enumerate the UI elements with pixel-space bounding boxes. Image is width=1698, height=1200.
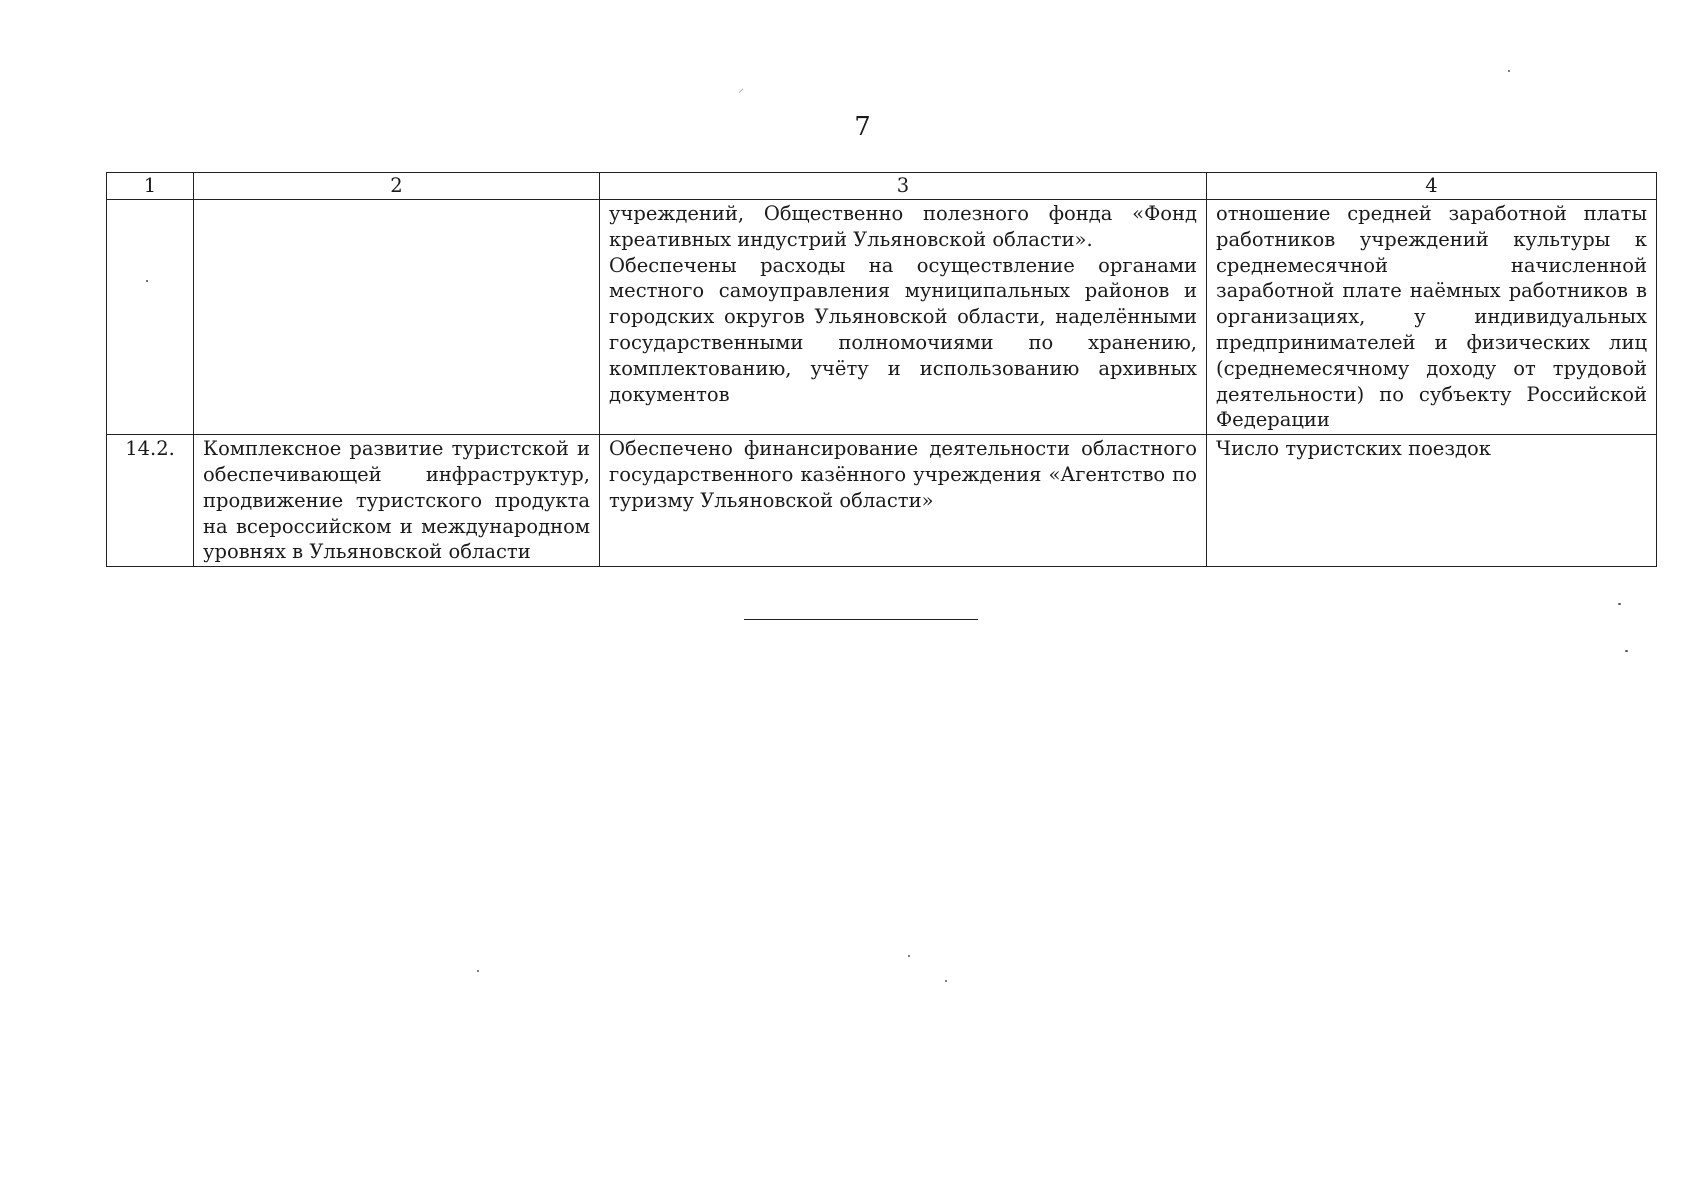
- result-paragraph: учреждений, Общественно полезного фонда «Фонд креативных индустрий Ульяновской области».: [609, 202, 1197, 251]
- column-header-2: 2: [194, 173, 600, 200]
- table-row: [107, 435, 1657, 567]
- scan-mark: ⸝: [738, 81, 745, 95]
- column-header-3: 3: [600, 173, 1207, 200]
- result-cell: [600, 435, 1207, 567]
- scan-speck: [908, 955, 910, 957]
- scan-speck: [945, 980, 947, 982]
- row-number-cell: [107, 200, 194, 435]
- scan-speck: [1625, 650, 1628, 652]
- result-paragraph: Обеспечены расходы на осуществление органами местного самоуправления муниципальных районов и городских округов Ульяновской области, наделёнными государственными полномочиями по хранению, комплектованию, учёту и использованию архивных документов: [609, 253, 1197, 406]
- activity-cell: Комплексное развитие туристской и обеспечивающей инфраструктур, продвижение туристского продукта на всероссийском и международном уровнях в Ульяновской области: [194, 435, 600, 567]
- row-number-cell: 14.2.: [107, 435, 194, 567]
- table-row: [107, 200, 1657, 435]
- result-cell: [600, 200, 1207, 435]
- scan-dot: [146, 280, 148, 282]
- result-paragraph: Обеспечено финансирование деятельности областного государственного казённого учреждения «Агентство по туризму Ульяновской области»: [609, 437, 1197, 512]
- scan-speck: [1508, 70, 1510, 72]
- column-header-4: 4: [1207, 173, 1657, 200]
- indicator-cell: Число туристских поездок: [1207, 435, 1657, 567]
- document-table: [106, 172, 1657, 567]
- scan-speck: [477, 970, 479, 972]
- page-number: 7: [854, 112, 871, 142]
- table-header-row: [107, 173, 1657, 200]
- column-header-1: 1: [107, 173, 194, 200]
- indicator-cell: отношение средней заработной платы работников учреждений культуры к среднемесячной начисленной заработной плате наёмных работников в организациях, у индивидуальных предпринимателей и физических лиц (среднемесячному доходу от трудовой деятельности) по субъекту Российской Федерации: [1207, 200, 1657, 435]
- activity-cell: [194, 200, 600, 435]
- closing-rule: [744, 619, 978, 620]
- scan-speck: [1618, 603, 1621, 605]
